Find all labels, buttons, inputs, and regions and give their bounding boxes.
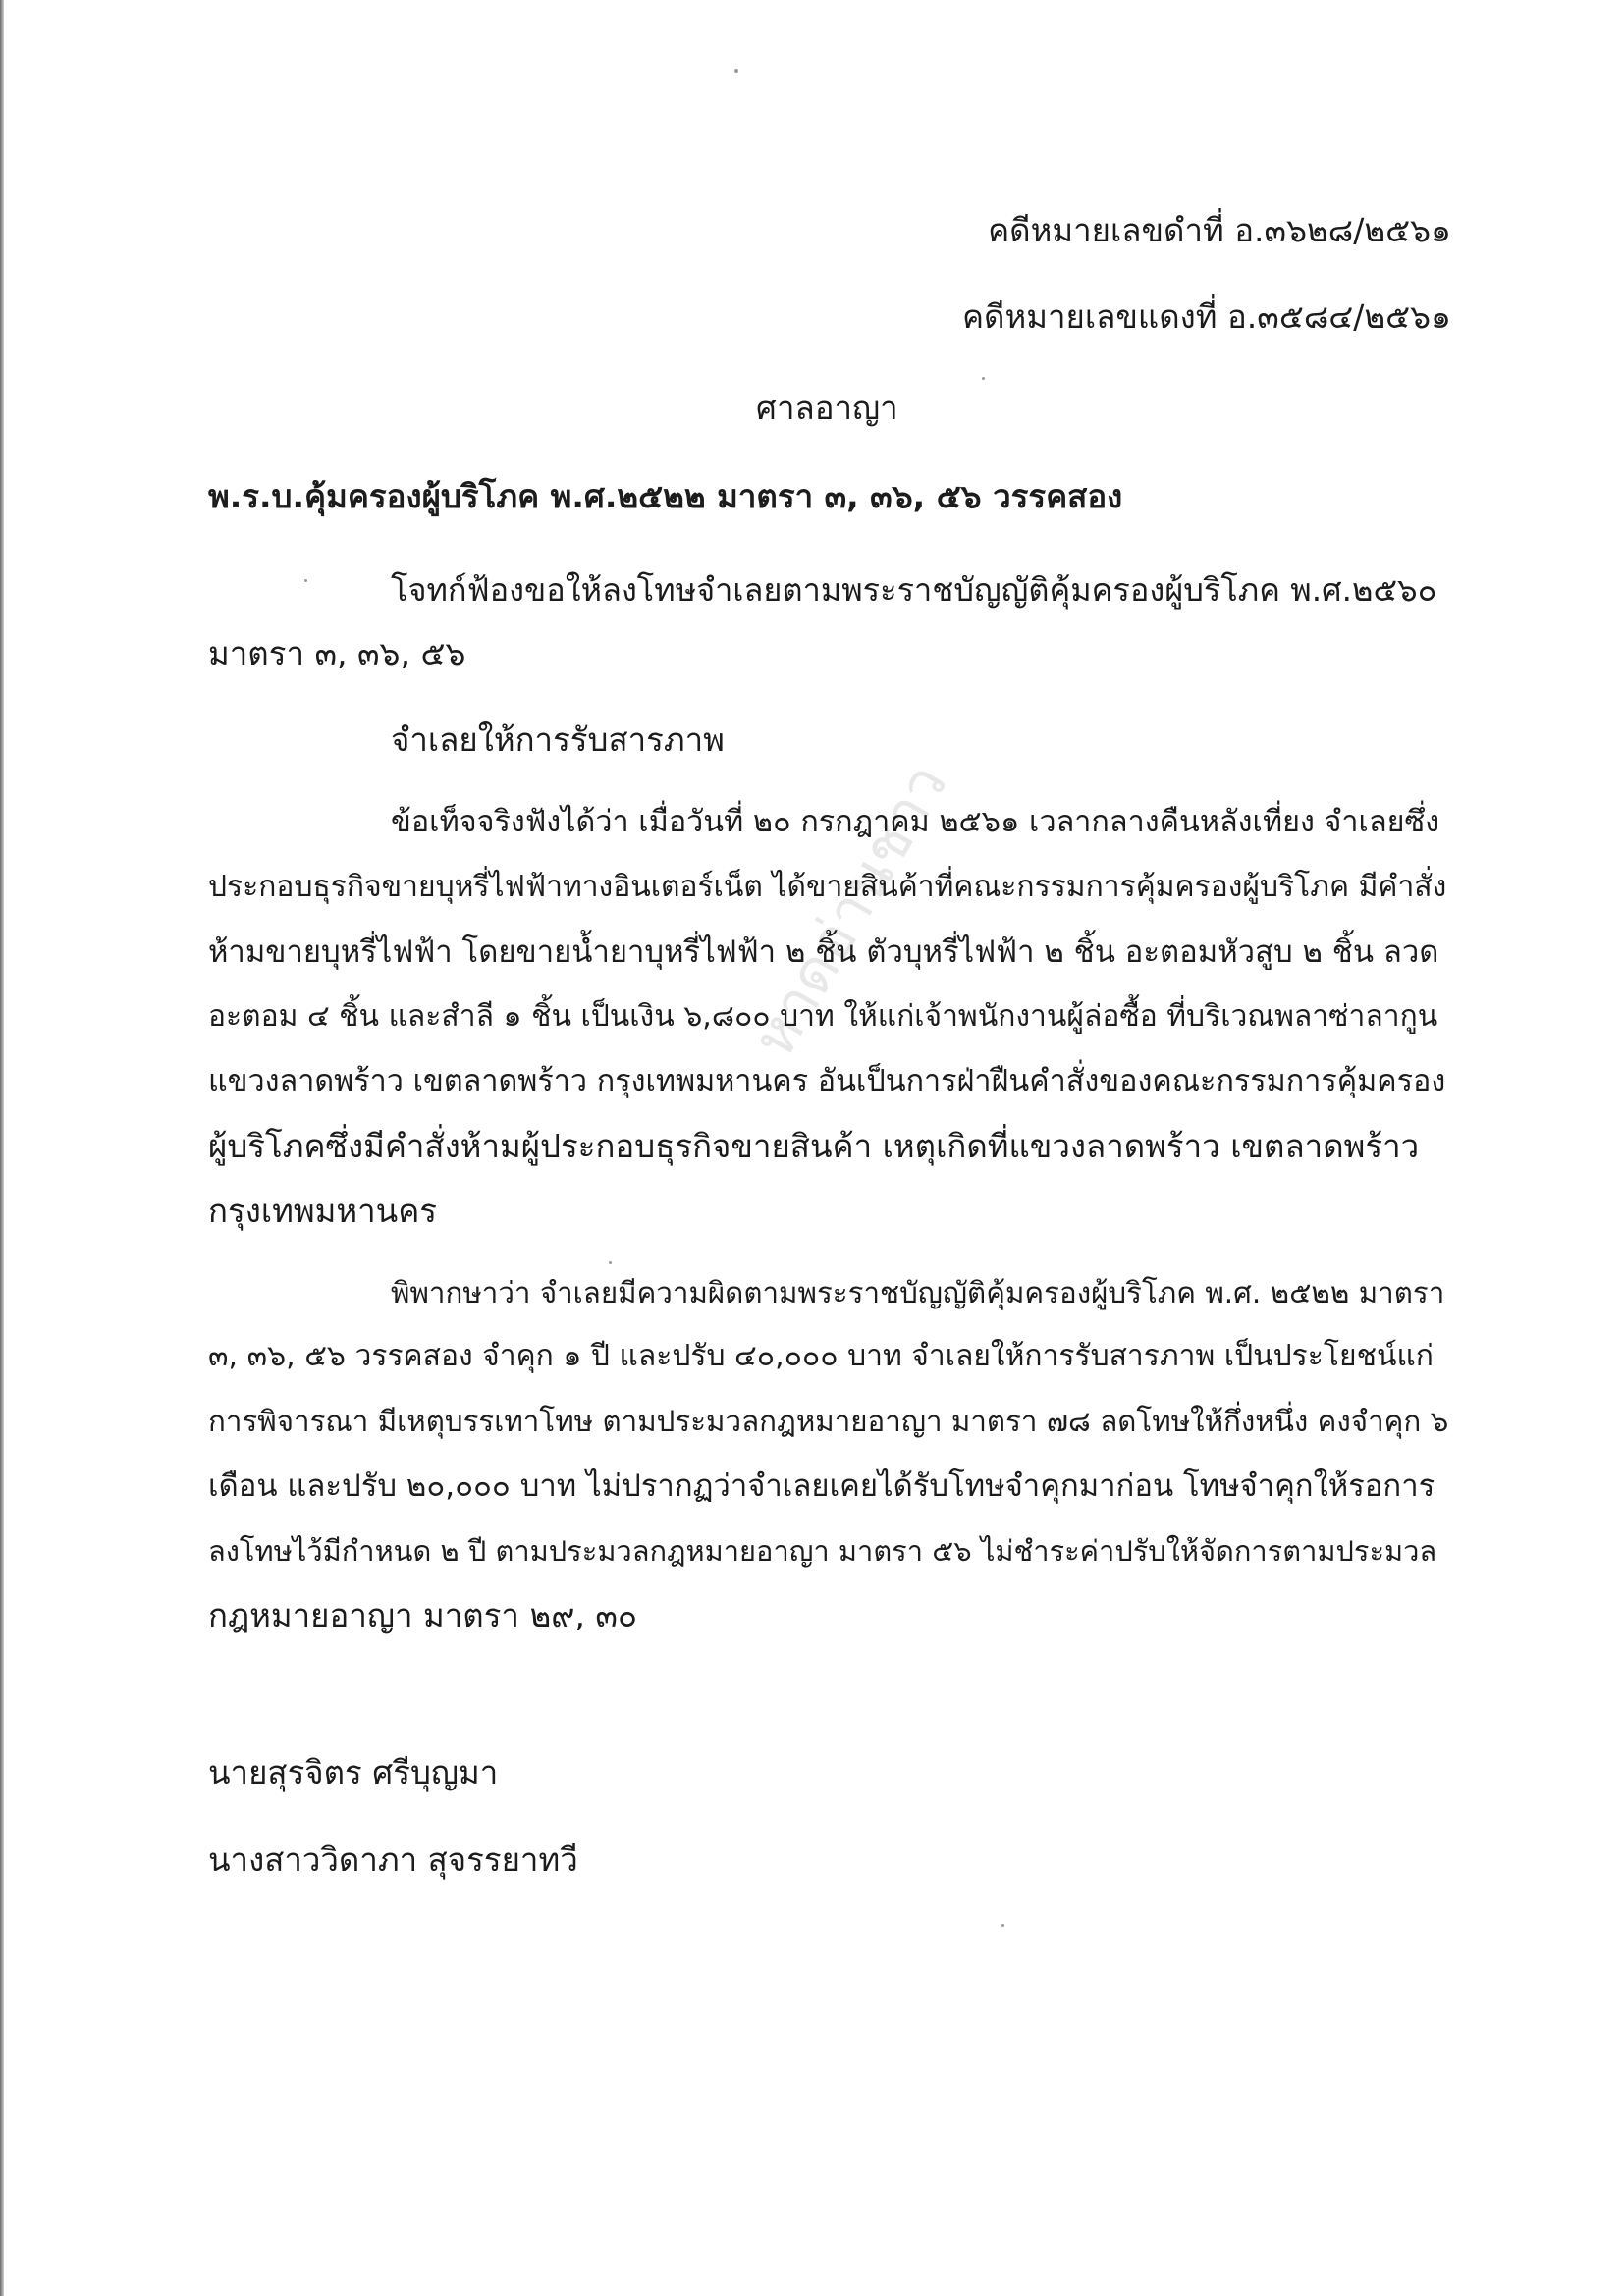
- red-case-number: คดีหมายเลขแดงที่ อ.๓๕๘๔/๒๕๖๑: [961, 297, 1451, 336]
- plea: จำเลยให้การรับสารภาพ: [391, 721, 725, 759]
- scan-edge-shadow: [0, 0, 4, 2296]
- judgment-line-5: ลงโทษไว้มีกำหนด ๒ ปี ตามประมวลกฎหมายอาญา มาตรา ๕๖ ไม่ชำระค่าปรับให้จัดการตามประมวล: [208, 1534, 1437, 1568]
- law-reference: พ.ร.บ.คุ้มครองผู้บริโภค พ.ศ.๒๕๒๒ มาตรา ๓, ๓๖, ๕๖ วรรคสอง: [208, 477, 1123, 515]
- facts-line-7: กรุงเทพมหานคร: [208, 1192, 437, 1230]
- scan-speck: [1001, 1924, 1004, 1927]
- judgment-line-3: การพิจารณา มีเหตุบรรเทาโทษ ตามประมวลกฎหมายอาญา มาตรา ๗๘ ลดโทษให้กึ่งหนึ่ง คงจำคุก ๖: [208, 1405, 1449, 1438]
- charge-line-1: โจทก์ฟ้องขอให้ลงโทษจำเลยตามพระราชบัญญัติคุ้มครองผู้บริโภค พ.ศ.๒๕๖๐: [391, 571, 1437, 609]
- scan-speck: [304, 579, 307, 582]
- judgment-line-6: กฎหมายอาญา มาตรา ๒๙, ๓๐: [208, 1596, 638, 1634]
- facts-line-6: ผู้บริโภคซึ่งมีคำสั่งห้ามผู้ประกอบธุรกิจขายสินค้า เหตุเกิดที่แขวงลาดพร้าว เขตลาดพร้าว: [208, 1127, 1420, 1165]
- scan-speck: [734, 69, 738, 73]
- charge-line-2: มาตรา ๓, ๓๖, ๕๖: [208, 634, 466, 672]
- facts-line-4: อะตอม ๔ ชิ้น และสำลี ๑ ชิ้น เป็นเงิน ๖,๘๐๐ บาท ให้แก่เจ้าพนักงานผู้ล่อซื้อ ที่บริเวณพลาซ่าลากูน: [208, 999, 1438, 1034]
- court-name: ศาลอาญา: [756, 389, 898, 427]
- facts-line-2: ประกอบธุรกิจขายบุหรี่ไฟฟ้าทางอินเตอร์เน็ต ได้ขายสินค้าที่คณะกรรมการคุ้มครองผู้บริโภค มีคำสั่ง: [208, 870, 1447, 904]
- judgment-line-4: เดือน และปรับ ๒๐,๐๐๐ บาท ไม่ปรากฏว่าจำเลยเคยได้รับโทษจำคุกมาก่อน โทษจำคุกให้รอการ: [208, 1468, 1435, 1504]
- scan-speck: [982, 377, 985, 380]
- judge-name-1: นายสุรจิตร ศรีบุญมา: [208, 1753, 499, 1791]
- facts-line-5: แขวงลาดพร้าว เขตลาดพร้าว กรุงเทพมหานคร อันเป็นการฝ่าฝืนคำสั่งของคณะกรรมการคุ้มครอง: [208, 1064, 1446, 1098]
- facts-line-1: ข้อเท็จจริงฟังได้ว่า เมื่อวันที่ ๒๐ กรกฎาคม ๒๕๖๑ เวลากลางคืนหลังเที่ยง จำเลยซึ่ง: [391, 805, 1440, 839]
- judgment-line-1: พิพากษาว่า จำเลยมีความผิดตามพระราชบัญญัติคุ้มครองผู้บริโภค พ.ศ. ๒๕๒๒ มาตรา: [391, 1276, 1445, 1309]
- judgment-line-2: ๓, ๓๖, ๕๖ วรรคสอง จำคุก ๑ ปี และปรับ ๔๐,๐๐๐ บาท จำเลยให้การรับสารภาพ เป็นประโยชน์แก่: [208, 1339, 1434, 1373]
- judge-name-2: นางสาววิดาภา สุจรรยาทวี: [208, 1841, 578, 1879]
- scan-speck: [609, 1261, 612, 1264]
- black-case-number: คดีหมายเลขดำที่ อ.๓๖๒๘/๒๕๖๑: [988, 211, 1451, 249]
- watermark: หาดอ่านชาว: [738, 752, 962, 1069]
- facts-line-3: ห้ามขายบุหรี่ไฟฟ้า โดยขายน้ำยาบุหรี่ไฟฟ้า ๒ ชิ้น ตัวบุหรี่ไฟฟ้า ๒ ชิ้น อะตอมหัวสูบ ๒ ชิ้น ลวด: [208, 934, 1439, 970]
